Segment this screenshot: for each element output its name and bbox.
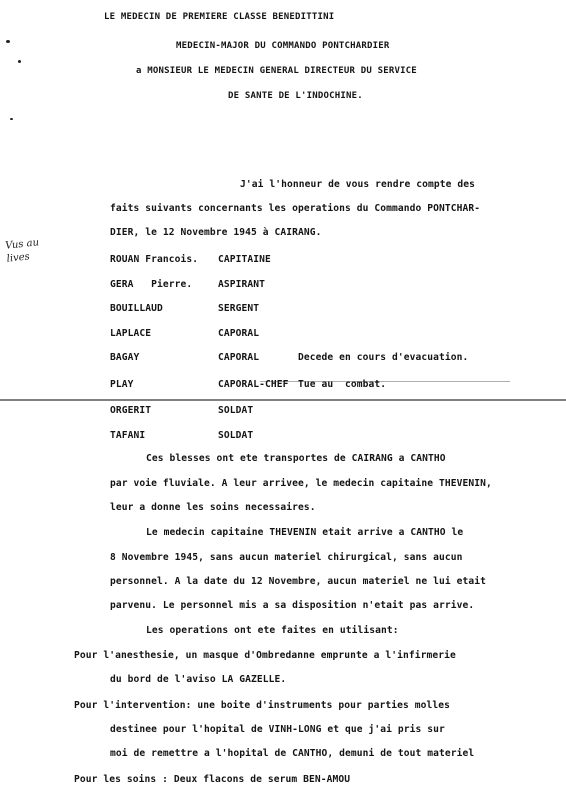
personnel-rank: CAPORAL xyxy=(218,328,260,339)
body-line: Ces blesses ont ete transportes de CAIRANG a CANTHO xyxy=(146,453,446,464)
intro-line-3: DIER, le 12 Novembre 1945 à CAIRANG. xyxy=(110,227,322,238)
handwritten-margin-note xyxy=(5,236,41,265)
personnel-rank: CAPORAL xyxy=(218,352,260,363)
scan-speck xyxy=(10,118,13,120)
header-line-2: MEDECIN-MAJOR DU COMMANDO PONTCHARDIER xyxy=(176,41,390,51)
body-line: leur a donne les soins necessaires. xyxy=(110,502,316,513)
body-line: parvenu. Le personnel mis a sa disposition n'etait pas arrive. xyxy=(110,600,475,611)
body-line: Pour les soins : Deux flacons de serum BEN-AMOU xyxy=(74,774,351,785)
intro-line-1: J'ai l'honneur de vous rendre compte des xyxy=(240,179,476,190)
header-line-3: a MONSIEUR LE MEDECIN GENERAL DIRECTEUR DU SERVICE xyxy=(136,66,417,76)
personnel-name: GERA Pierre. xyxy=(110,279,193,290)
personnel-rank: SOLDAT xyxy=(218,405,254,416)
body-line: Pour l'intervention: une boite d'instruments pour parties molles xyxy=(74,700,451,711)
body-line: destinee pour l'hopital de VINH-LONG et que j'ai pris sur xyxy=(110,724,445,735)
personnel-name: TAFANI xyxy=(110,430,146,441)
personnel-name: ORGERIT xyxy=(110,405,152,416)
personnel-name: ROUAN Francois. xyxy=(110,254,199,265)
personnel-name: BAGAY xyxy=(110,352,140,363)
personnel-name: PLAY xyxy=(110,379,134,390)
intro-line-2: faits suivants concernants les operations du Commando PONTCHAR- xyxy=(110,203,481,214)
body-line: du bord de l'aviso LA GAZELLE. xyxy=(110,674,287,685)
personnel-note: Tue au combat. xyxy=(298,379,387,390)
scan-speck xyxy=(18,60,21,63)
body-line: Les operations ont ete faites en utilisant: xyxy=(146,625,399,636)
personnel-name: BOUILLAUD xyxy=(110,303,163,314)
body-line: 8 Novembre 1945, sans aucun materiel chirurgical, sans aucun xyxy=(110,552,463,563)
personnel-rank: ASPIRANT xyxy=(218,279,266,290)
header-line-4: DE SANTE DE L'INDOCHINE. xyxy=(228,91,363,101)
personnel-rank: CAPORAL-CHEF xyxy=(218,379,289,390)
body-line: moi de remettre a l'hopital de CANTHO, demuni de tout materiel xyxy=(110,748,475,759)
margin-note-text: Vus au lives xyxy=(4,237,40,265)
header-line-1: LE MEDECIN DE PREMIERE CLASSE BENEDITTINI xyxy=(104,12,335,22)
scan-fold-line xyxy=(0,399,566,401)
body-line: Pour l'anesthesie, un masque d'Ombredanne emprunte a l'infirmerie xyxy=(74,650,456,661)
personnel-name: LAPLACE xyxy=(110,328,152,339)
personnel-rank: SOLDAT xyxy=(218,430,254,441)
body-line: par voie fluviale. A leur arrivee, le medecin capitaine THEVENIN, xyxy=(110,478,492,489)
personnel-note: Decede en cours d'evacuation. xyxy=(298,352,469,363)
body-line: personnel. A la date du 12 Novembre, aucun materiel ne lui etait xyxy=(110,576,487,587)
personnel-rank: SERGENT xyxy=(218,303,260,314)
scan-speck xyxy=(6,40,10,43)
body-line: Le medecin capitaine THEVENIN etait arrive a CANTHO le xyxy=(146,527,464,538)
personnel-rank: CAPITAINE xyxy=(218,254,271,265)
